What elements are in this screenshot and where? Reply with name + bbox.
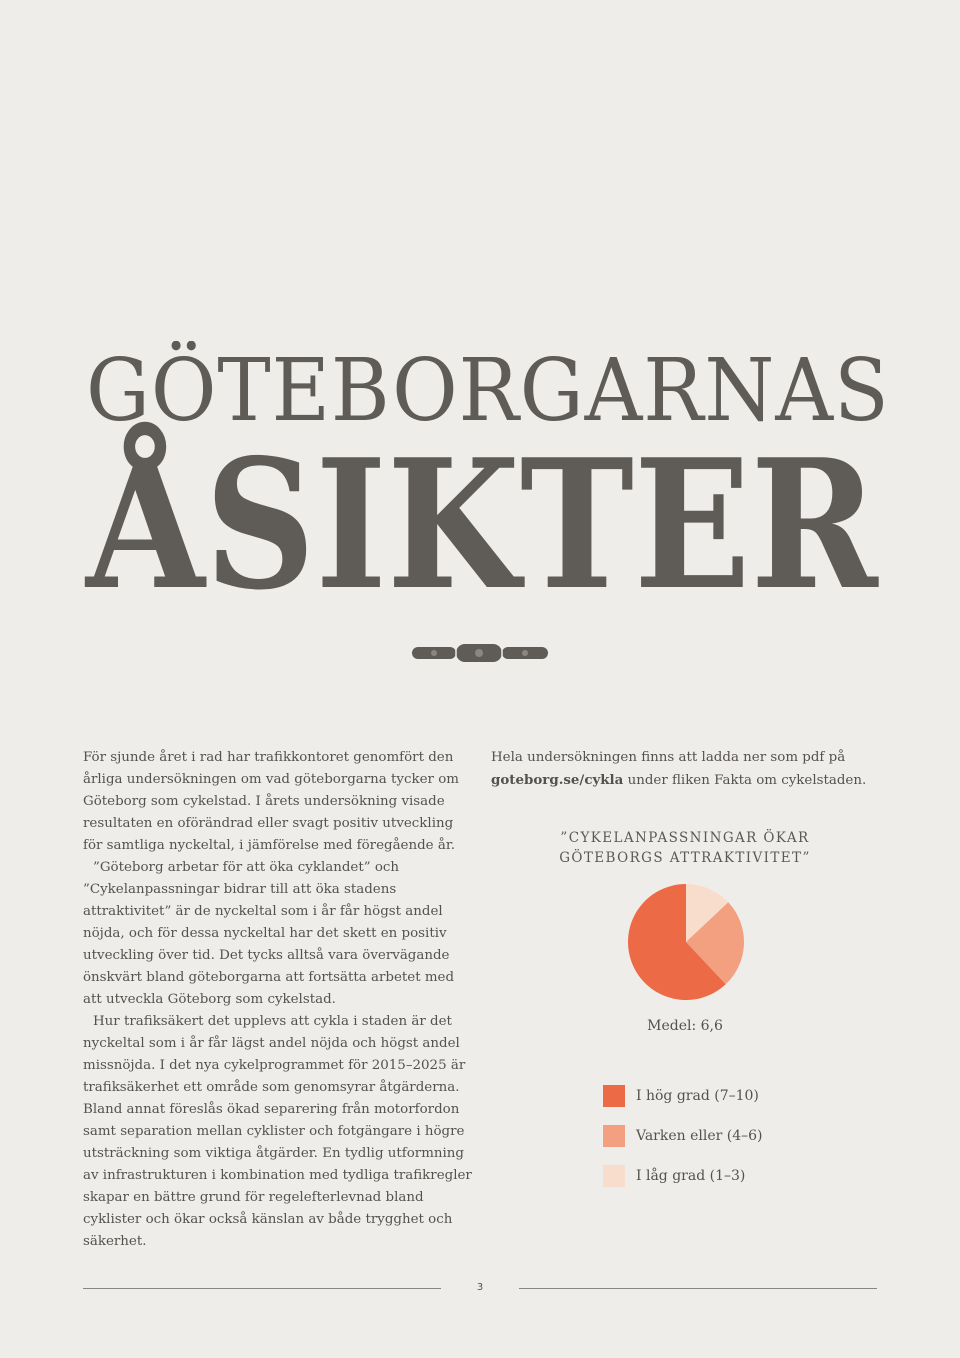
download-link[interactable]: goteborg.se/cykla bbox=[491, 772, 624, 788]
chart-legend bbox=[603, 1085, 763, 1205]
title-line-2: ÅSIKTER bbox=[86, 420, 878, 629]
pie-chart bbox=[626, 882, 746, 1002]
bicycle-chain-icon bbox=[412, 640, 548, 666]
paragraph-key-figures: ”Göteborg arbetar för att öka cyklandet” och ”Cykelanpassningar bidrar till att öka stadens attraktivitet” är de nyckeltal som i år får högst andel nöjda, och för dessa nyckeltal har det skett en positiv utveckling över tid. Det tycks alltså vara övervägande önskvärt bland göteborgarna att fortsätta arbetet med att utveckla Göteborg som cykelstad. bbox=[83, 860, 455, 1007]
chart-title-line-1: ”CYKELANPASSNINGAR ÖKAR bbox=[560, 830, 810, 846]
page-number: 3 bbox=[476, 1282, 484, 1293]
legend-label: I låg grad (1–3) bbox=[636, 1168, 746, 1184]
legend-label: Varken eller (4–6) bbox=[636, 1128, 763, 1144]
download-note-pre: Hela undersökningen finns att ladda ner som pdf på bbox=[491, 750, 846, 765]
legend-item bbox=[603, 1165, 763, 1187]
legend-item bbox=[603, 1085, 763, 1107]
legend-swatch bbox=[603, 1085, 625, 1107]
footer-rule-left bbox=[83, 1288, 441, 1289]
chart-title-line-2: GÖTEBORGS ATTRAKTIVITET” bbox=[559, 850, 811, 866]
chart-title bbox=[540, 828, 830, 868]
legend-swatch bbox=[603, 1165, 625, 1187]
paragraph-traffic-safety: Hur trafiksäkert det upplevs att cykla i staden är det nyckeltal som i år får lägst andel nöjda och högst andel missnöjda. I det nya cykelprogrammet för 2015–2025 är trafiksäkerhet ett område som genomsyrar åtgärderna. Bland annat föreslås ökad separering från motorfordon samt separation mellan cyklister och fotgängare i högre utsträckning som viktiga åtgärder. En tydlig utformning av infrastrukturen i kombination med tydliga trafikregler skapar en bättre grund för regelefterlevnad bland cyklister och ökar också känslan av både trygghet och säkerhet. bbox=[83, 1014, 472, 1249]
legend-label: I hög grad (7–10) bbox=[636, 1088, 759, 1104]
download-note bbox=[491, 747, 891, 792]
paragraph-intro: För sjunde året i rad har trafikkontoret genomfört den årliga undersökningen om vad göteborgarna tycker om Göteborg som cykelstad. I årets undersökning visade resultaten en oförändrad eller svagt positiv utveckling för samtliga nyckeltal, i jämförelse med föregående år. bbox=[83, 750, 459, 853]
legend-item bbox=[603, 1125, 763, 1147]
footer-rule-right bbox=[519, 1288, 877, 1289]
legend-swatch bbox=[603, 1125, 625, 1147]
title-line-1: GÖTEBORGARNAS bbox=[86, 341, 890, 441]
chart-mean-label: Medel: 6,6 bbox=[647, 1018, 723, 1034]
body-text-left bbox=[83, 747, 475, 1253]
download-note-post: under fliken Fakta om cykelstaden. bbox=[627, 773, 867, 788]
